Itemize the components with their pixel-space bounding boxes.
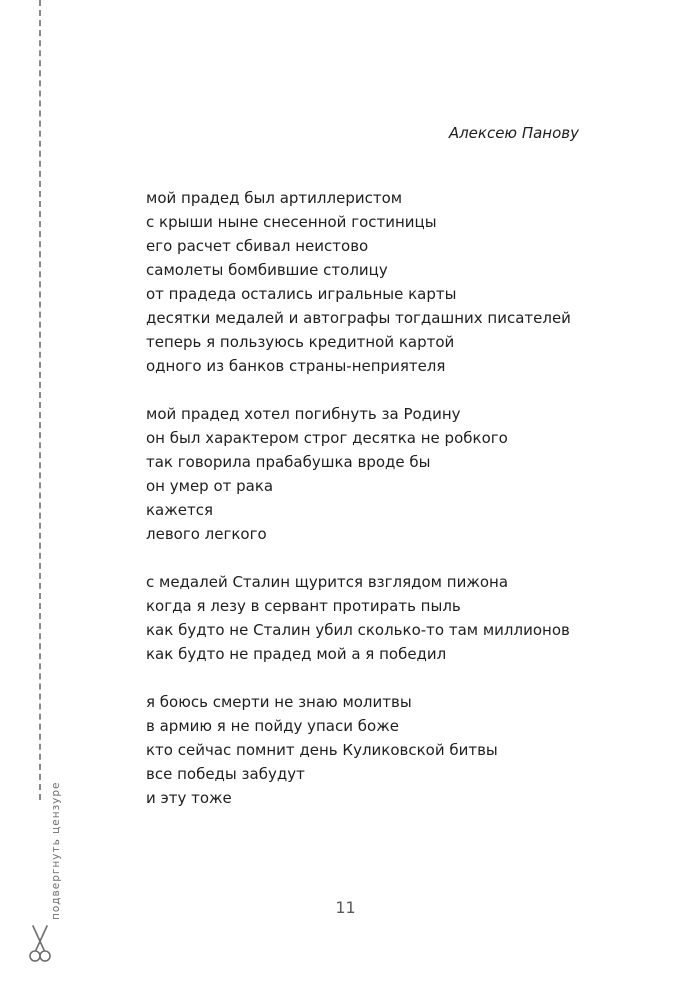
poem-line: кажется	[146, 501, 214, 519]
poem-line: мой прадед хотел погибнуть за Родину	[146, 405, 461, 423]
poem-line: теперь я пользуюсь кредитной картой	[146, 333, 455, 351]
poem-line: он умер от рака	[146, 477, 274, 495]
poem-line: с медалей Сталин щурится взглядом пижона	[146, 573, 509, 591]
poem-line: с крыши ныне снесенной гостиницы	[146, 213, 437, 231]
poem	[146, 186, 666, 834]
poem-line: все победы забудут	[146, 765, 305, 783]
side-caption: подвергнуть цензуре	[50, 781, 62, 920]
poem-line: и эту тоже	[146, 789, 232, 807]
poem-line: он был характером строг десятка не робкого	[146, 429, 508, 447]
poem-line: я боюсь смерти не знаю молитвы	[146, 693, 412, 711]
poem-line: в армию я не пойду упаси боже	[146, 717, 399, 735]
poem-line: одного из банков страны-неприятеля	[146, 357, 446, 375]
poem-line: кто сейчас помнит день Куликовской битвы	[146, 741, 498, 759]
stanza	[146, 570, 666, 666]
stanza	[146, 186, 666, 378]
stanza	[146, 402, 666, 546]
dedication: Алексею Панову	[448, 124, 579, 142]
poem-line: десятки медалей и автографы тогдашних писателей	[146, 309, 571, 327]
scissors-icon	[28, 924, 52, 964]
dashed-cut-line	[39, 0, 41, 800]
poem-line: левого легкого	[146, 525, 267, 543]
page-number: 11	[335, 898, 356, 917]
poem-line: от прадеда остались игральные карты	[146, 285, 457, 303]
poem-line: когда я лезу в сервант протирать пыль	[146, 597, 461, 615]
stanza	[146, 690, 666, 810]
poem-line: его расчет сбивал неистово	[146, 237, 369, 255]
poem-line: самолеты бомбившие столицу	[146, 261, 388, 279]
poem-line: как будто не Сталин убил сколько-то там миллионов	[146, 621, 570, 639]
poem-line: так говорила прабабушка вроде бы	[146, 453, 431, 471]
poem-line: как будто не прадед мой а я победил	[146, 645, 447, 663]
poem-line: мой прадед был артиллеристом	[146, 189, 403, 207]
